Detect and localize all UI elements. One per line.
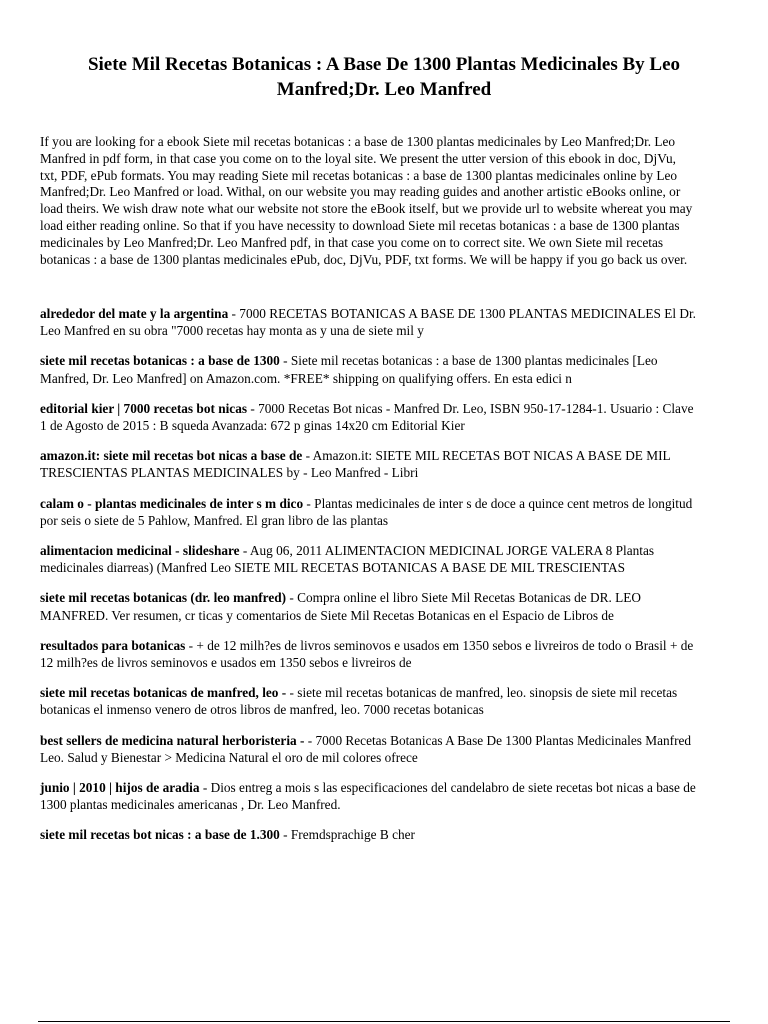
entry-heading: calam o - plantas medicinales de inter s m dico	[40, 495, 304, 511]
entry-heading: resultados para botanicas	[40, 637, 186, 653]
entry-text: - Compra online el libro Siete Mil Recetas Botanicas de DR. LEO MANFRED. Ver resumen, cr ticas y comentarios de Siete Mil Recetas Botanicas en el Espacio de Libros de	[40, 590, 641, 623]
entry-item	[40, 826, 700, 843]
entry-item	[40, 447, 700, 481]
entry-item	[40, 352, 700, 386]
entry-heading: junio | 2010 | hijos de aradia	[40, 780, 200, 796]
entry-text: - siete mil recetas botanicas de manfred, leo. sinopsis de siete mil recetas botanicas el inmenso venero de otros libros de manfred, leo. 7000 recetas botanicas	[40, 685, 678, 718]
entry-text: - + de 12 milh?es de livros seminovos e usados em 1350 sebos e livreiros de todo o Brasil + de 12 milh?es de livros seminovos e usados em 1350 sebos e livreiros de	[40, 637, 694, 671]
entry-item	[40, 542, 700, 576]
entry-item	[40, 305, 700, 339]
entry-heading: amazon.it: siete mil recetas bot nicas a base de	[40, 448, 303, 464]
entry-item	[40, 495, 700, 529]
entry-text: - Aug 06, 2011 ALIMENTACION MEDICINAL JORGE VALERA 8 Plantas medicinales diarreas) (Manfred Leo SIETE MIL RECETAS BOTANICAS A BASE DE MIL TRESCIENTAS	[40, 543, 655, 576]
entry-heading: alrededor del mate y la argentina	[40, 306, 229, 321]
entry-heading: siete mil recetas botanicas : a base de 1300	[40, 353, 280, 369]
entry-heading: editorial kier | 7000 recetas bot nicas	[40, 400, 248, 416]
entry-text: - Fremdsprachige B cher	[279, 827, 415, 843]
entry-list	[40, 305, 700, 857]
entry-heading: siete mil recetas botanicas (dr. leo manfred)	[40, 590, 287, 606]
entry-text: - Dios entreg a mois s las especificaciones del candelabro de siete recetas bot nicas a base de 1300 plantas medicinales americanas , Dr. Leo Manfred.	[40, 780, 696, 813]
entry-text: - 7000 RECETAS BOTANICAS A BASE DE 1300 PLANTAS MEDICINALES El Dr. Leo Manfred en su obra "7000 recetas hay monta as y una de siete mil y	[40, 306, 696, 339]
entry-heading: siete mil recetas botanicas de manfred, leo -	[40, 685, 287, 701]
footer-divider	[38, 1021, 730, 1022]
entry-heading: alimentacion medicinal - slideshare	[40, 543, 240, 559]
entry-item	[40, 732, 700, 766]
entry-item	[40, 637, 700, 671]
entry-text: - Amazon.it: SIETE MIL RECETAS BOT NICAS A BASE DE MIL TRESCIENTAS PLANTAS MEDICINALES by - Leo Manfred - Libri	[40, 448, 671, 481]
entry-text: - Plantas medicinales de inter s de doce a quince cent metros de longitud por seis o siete de 5 Pahlow, Manfred. El gran libro de las plantas	[40, 495, 693, 528]
entry-item	[40, 589, 700, 623]
entry-heading: best sellers de medicina natural herboristeria -	[40, 732, 305, 748]
page-title: Siete Mil Recetas Botanicas : A Base De 1300 Plantas Medicinales By Leo Manfred;Dr. Leo Manfred	[87, 54, 681, 100]
entry-text: - Siete mil recetas botanicas : a base de 1300 plantas medicinales [Leo Manfred, Dr. Leo Manfred] on Amazon.com. *FREE* shipping on qualifying offers. En esta edici n	[40, 353, 658, 386]
entry-item	[40, 779, 700, 813]
entry-item	[40, 684, 700, 718]
entry-text: - 7000 Recetas Botanicas A Base De 1300 Plantas Medicinales Manfred Leo. Salud y Bienestar > Medicina Natural el oro de mil colores ofrece	[40, 732, 692, 765]
entry-item	[40, 400, 700, 434]
entry-text: - 7000 Recetas Bot nicas - Manfred Dr. Leo, ISBN 950-17-1284-1. Usuario : Clave 1 de Agosto de 2015 : B squeda Avanzada: 672 p ginas 14x20 cm Editorial Kier	[40, 400, 694, 434]
intro-paragraph: If you are looking for a ebook Siete mil recetas botanicas : a base de 1300 plantas medicinales by Leo Manfred;Dr. Leo Manfred in pdf form, in that case you come on to the loyal site. We present the utter version of this ebook in doc, DjVu, txt, PDF, ePub formats. You may reading Siete mil recetas botanicas : a base de 1300 plantas medicinales online by Leo Manfred;Dr. Leo Manfred or load. Withal, on our website you may reading guides and another artistic eBooks online, or load theirs. We wish draw note what our website not store the eBook itself, but we provide url to website whereat you may load either reading online. So that if you have necessity to download Siete mil recetas botanicas : a base de 1300 plantas medicinales by Leo Manfred;Dr. Leo Manfred pdf, in that case you come on to correct site. We own Siete mil recetas botanicas : a base de 1300 plantas medicinales ePub, doc, DjVu, PDF, txt forms. We will be happy if you go back us over.	[40, 134, 693, 267]
entry-heading: siete mil recetas bot nicas : a base de 1.300	[40, 827, 280, 843]
